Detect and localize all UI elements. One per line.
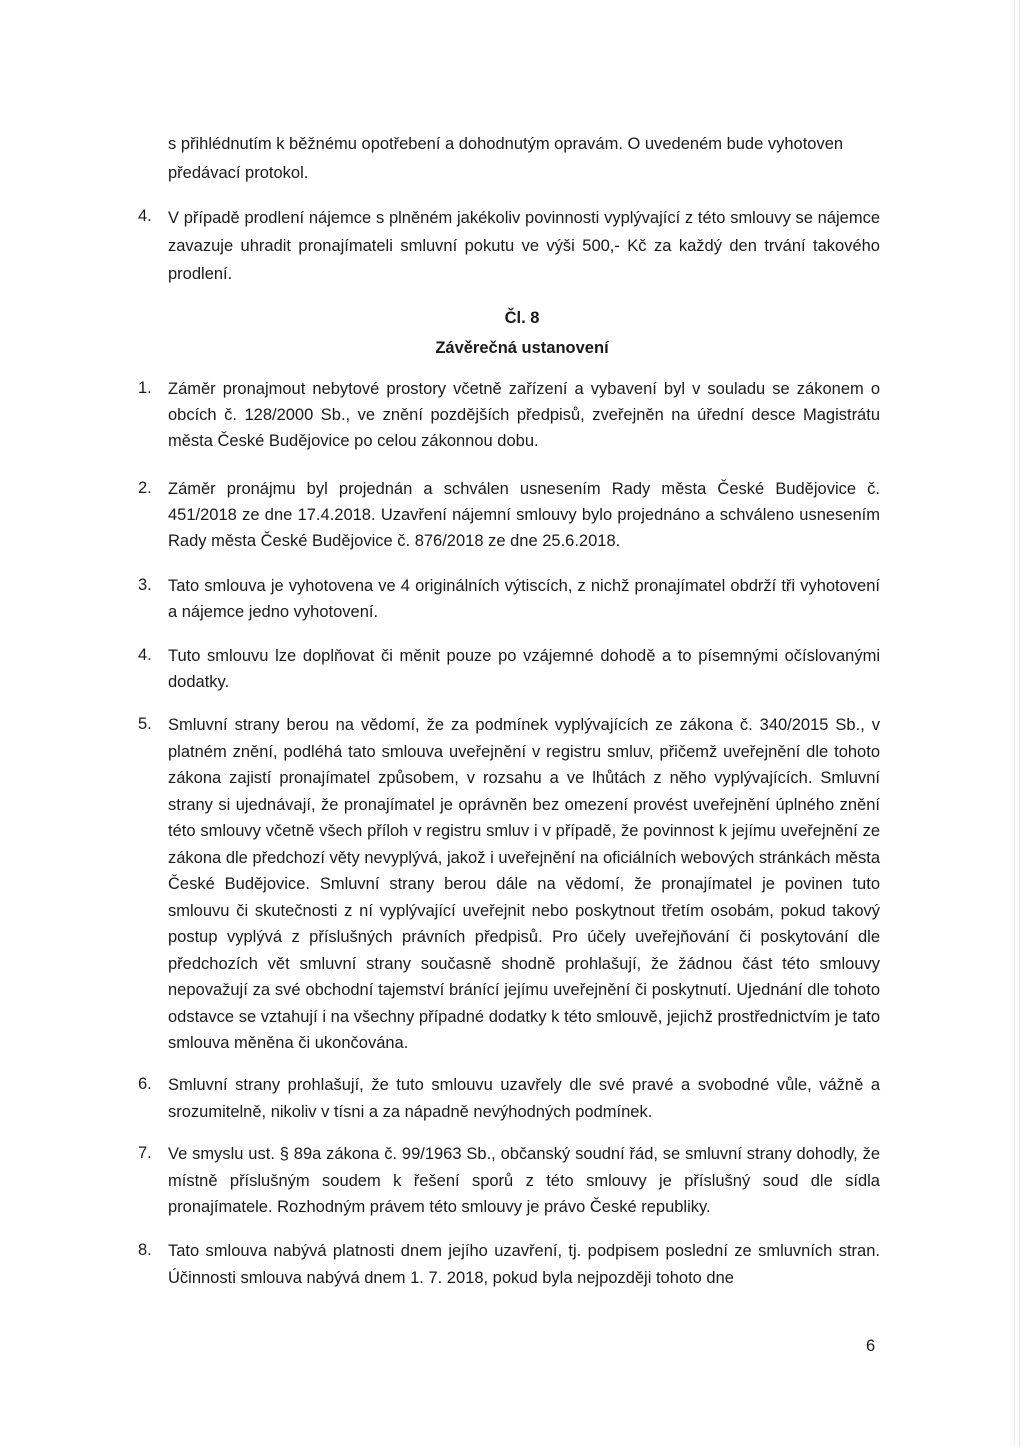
clause-text: Smluvní strany prohlašují, že tuto smlouvu uzavřely dle své pravé a svobodné vůle, vážně a srozumitelně, nikoliv v tísni a za nápadně nevýhodných podmínek. — [168, 1076, 880, 1121]
intro-paragraph — [168, 132, 880, 186]
clause-text: V případě prodlení nájemce s plněném jakékoliv povinnosti vyplývající z této smlouvy se nájemce zavazuje uhradit pronajímateli smluvní pokutu ve výši 500,- Kč za každý den trvání takového prodlení. — [168, 209, 880, 283]
clause-text: Ve smyslu ust. § 89a zákona č. 99/1963 Sb., občanský soudní řád, se smluvní strany dohodly, že místně příslušným soudem k řešení sporů z této smlouvy je příslušný soud dle sídla pronajímatele. Rozhodným právem této smlouvy je právo České republiky. — [168, 1145, 880, 1216]
clause-number: 6. — [138, 1075, 152, 1093]
clause-number: 4. — [138, 207, 152, 225]
article-title: Závěrečná ustanovení — [435, 339, 609, 357]
clause-text: Smluvní strany berou na vědomí, že za podmínek vyplývajících ze zákona č. 340/2015 Sb., v platném znění, podléhá tato smlouva uveřejnění v registru smluv, přičemž uveřejnění dle tohoto zákona zajistí pronajímatel způsobem, v rozsahu a ve lhůtách z něho vyplývajících. Smluvní strany si ujednávají, že pronajímatel je oprávněn bez omezení provést uveřejnění úplného znění této smlouvy včetně všech příloh v registru smluv i v případě, že povinnost k jejímu uveřejnění ze zákona dle předchozí věty nevyplývá, jakož i uveřejnění na oficiálních webových stránkách města České Budějovice. Smluvní strany berou dále na vědomí, že pronajímatel je povinen tuto smlouvu či skutečnosti z ní vyplývající uveřejnit nebo poskytnout třetím osobám, pokud takový postup vyplývá z příslušných právních předpisů. Pro účely uveřejňování či poskytování dle předchozích vět smluvní strany současně shodně prohlašují, že žádnou část této smlouvy nepovažují za své obchodní tajemství bránící jejímu uveřejnění či poskytnutí. Ujednání dle tohoto odstavce se vztahují i na všechny případné dodatky k této smlouvě, jejichž prostřednictvím je tato smlouva měněna či ukončována. — [168, 716, 880, 1052]
clause-text: Záměr pronajmout nebytové prostory včetně zařízení a vybavení byl v souladu se zákonem o obcích č. 128/2000 Sb., ve znění pozdějších předpisů, zveřejněn na úřední desce Magistrátu města České Budějovice po celou zákonnou dobu. — [168, 380, 880, 450]
clause-number: 1. — [138, 379, 152, 397]
scan-edge-line — [1014, 0, 1015, 1446]
clause-text: Tato smlouva nabývá platnosti dnem jejího uzavření, tj. podpisem poslední ze smluvních stran. Účinnosti smlouva nabývá dnem 1. 7. 2018, pokud byla nejpozději tohoto dne — [168, 1242, 880, 1287]
clause-number: 4. — [138, 646, 152, 664]
clause-text: Tato smlouva je vyhotovena ve 4 originálních výtiscích, z nichž pronajímatel obdrží tři vyhotovení a nájemce jedno vyhotovení. — [168, 577, 880, 621]
clause-number: 2. — [138, 479, 152, 497]
clause-number: 3. — [138, 576, 152, 594]
clause-number: 8. — [138, 1241, 152, 1259]
clause-number: 5. — [138, 715, 152, 733]
scan-edge-line — [1019, 0, 1020, 1446]
clause-text: Záměr pronájmu byl projednán a schválen usnesením Rady města České Budějovice č. 451/2018 ze dne 17.4.2018. Uzavření nájemní smlouvy bylo projednáno a schváleno usnesením Rady města České Budějovice č. 876/2018 ze dne 25.6.2018. — [168, 480, 880, 550]
intro-line-2: předávací protokol. — [168, 164, 309, 182]
article-number: Čl. 8 — [504, 309, 540, 327]
clause-text: Tuto smlouvu lze doplňovat či měnit pouze po vzájemné dohodě a to písemnými očíslovanými dodatky. — [168, 647, 880, 691]
clause-number: 7. — [138, 1144, 152, 1162]
intro-line-1: s přihlédnutím k běžnému opotřebení a dohodnutým opravám. O uvedeném bude vyhotoven — [168, 135, 844, 153]
page-number: 6 — [866, 1337, 876, 1355]
